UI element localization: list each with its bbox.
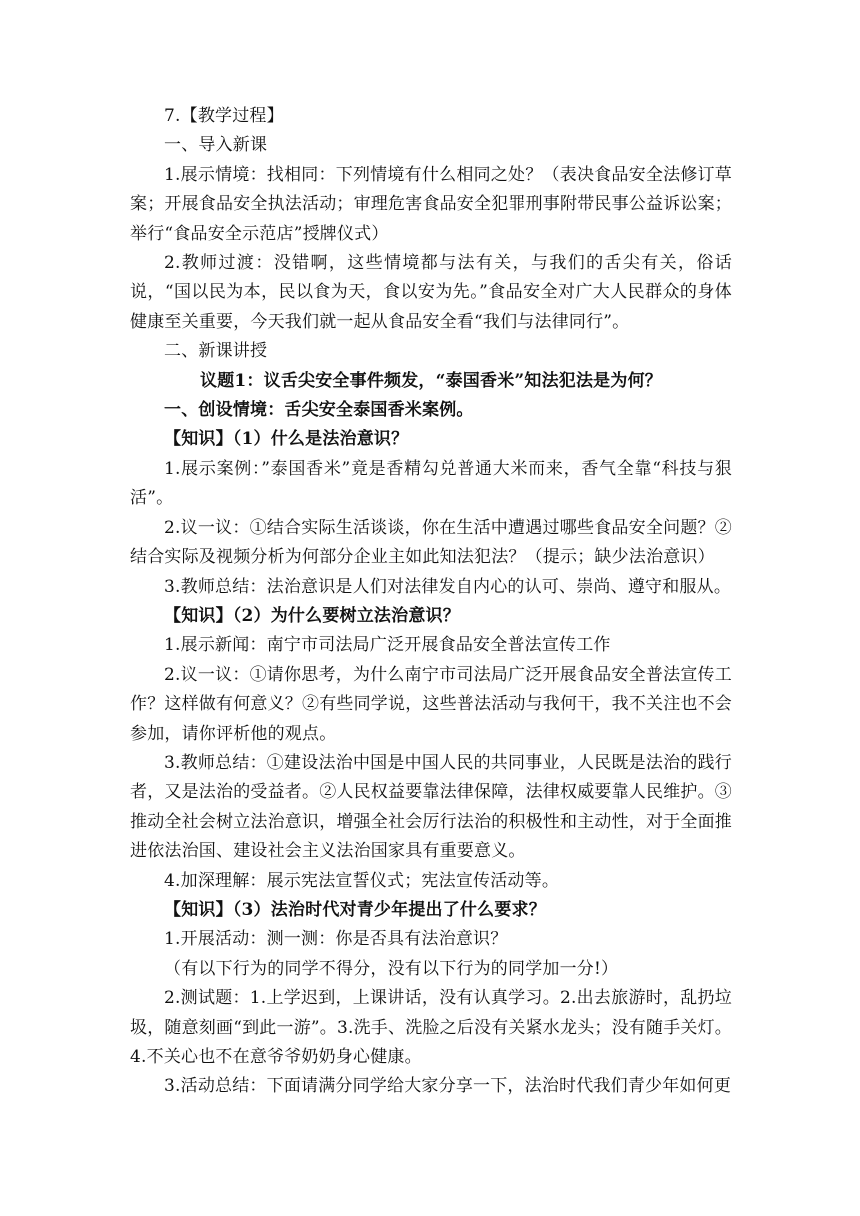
paragraph: 3.活动总结：下面请满分同学给大家分享一下，法治时代我们青少年如何更 <box>164 1076 732 1097</box>
knowledge-heading: 【知识】（2）为什么要树立法治意识？ <box>164 605 460 626</box>
paragraph: 3.教师总结：①建设法治中国是中国人民的共同事业，人民既是法治的践行者，又是法治的受益者。②人民权益要靠法律保障，法律权威要靠人民维护。③推动全社会树立法治意识，增强全社会厉行法治的积极性和主动性，对于全面推进依法治国、建设社会主义法治国家具有重要意义。 <box>130 752 732 862</box>
paragraph: 2.议一议：①结合实际生活谈谈，你在生活中遭遇过哪些食品安全问题？②结合实际及视频分析为何部分企业主如此知法犯法？（提示；缺少法治意识） <box>130 517 732 568</box>
topic-heading: 议题1：议舌尖安全事件频发，“泰国香米”知法犯法是为何？ <box>200 370 662 391</box>
document-body <box>130 102 732 1102</box>
paragraph: 3.教师总结：法治意识是人们对法律发自内心的认可、崇尚、遵守和服从。 <box>164 576 732 597</box>
paragraph: 1.展示情境：找相同：下列情境有什么相同之处？（表决食品安全法修订草案；开展食品安全执法活动；审理危害食品安全犯罪刑事附带民事公益诉讼案；举行“食品安全示范店”授牌仪式） <box>130 164 732 244</box>
subsection-heading: 二、新课讲授 <box>164 341 268 362</box>
paragraph: 1.展示新闻：南宁市司法局广泛开展食品安全普法宣传工作 <box>164 635 611 656</box>
bold-heading: 一、创设情境：舌尖安全泰国香米案例。 <box>164 400 474 421</box>
paragraph: 2.议一议：①请你思考，为什么南宁市司法局广泛开展食品安全普法宣传工作？这样做有何意义？②有些同学说，这些普法活动与我何干，我不关注也不会参加，请你评析他的观点。 <box>130 664 732 744</box>
paragraph: 2.教师过渡：没错啊，这些情境都与法有关，与我们的舌尖有关，俗话说，“国以民为本，民以食为天，食以安为先。”食品安全对广大人民群众的身体健康至关重要，今天我们就一起从食品安全看“我们与法律同行”。 <box>130 253 732 332</box>
paragraph: 4.加深理解：展示宪法宣誓仪式；宪法宣传活动等。 <box>164 870 560 891</box>
subsection-heading: 一、导入新课 <box>164 135 268 156</box>
section-heading: 7.【教学过程】 <box>164 106 284 126</box>
paragraph: （有以下行为的同学不得分，没有以下行为的同学加一分!） <box>164 958 619 979</box>
paragraph: 1.开展活动：测一测：你是否具有法治意识？ <box>164 929 508 950</box>
paragraph: 2.测试题：1.上学迟到，上课讲话，没有认真学习。2.出去旅游时，乱扔垃圾，随意刻画“到此一游”。3.洗手、洗脸之后没有关紧水龙头；没有随手关灯。4.不关心也不在意爷爷奶奶身心健康。 <box>130 988 732 1067</box>
knowledge-heading: 【知识】（3）法治时代对青少年提出了什么要求？ <box>164 899 546 920</box>
paragraph: 1.展示案例：”泰国香米”竟是香精勾兑普通大米而来，香气全靠“科技与狠活”。 <box>130 458 732 509</box>
knowledge-heading: 【知识】（1）什么是法治意识？ <box>164 429 409 450</box>
